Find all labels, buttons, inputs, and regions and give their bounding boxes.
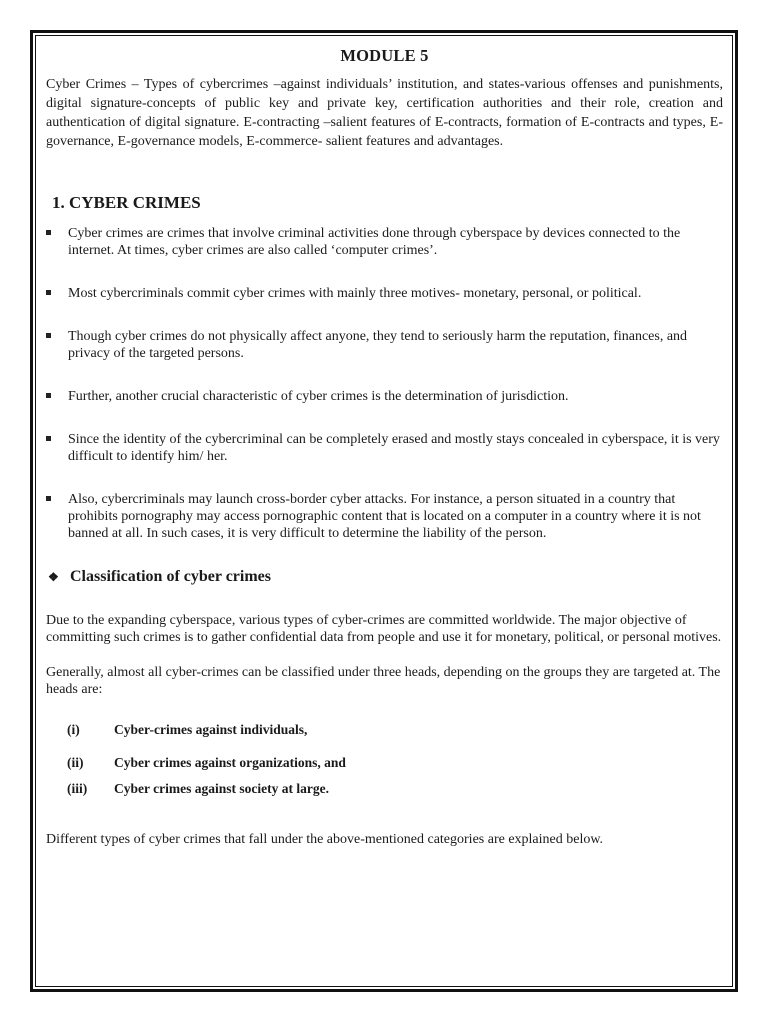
list-item: [46, 721, 723, 738]
list-item-text: Cyber crimes against organizations, and: [114, 755, 346, 770]
bullet-text: Though cyber crimes do not physically affect anyone, they tend to seriously harm the reputation, finances, and privacy of the targeted persons.: [68, 329, 688, 361]
bullet-item: [46, 225, 723, 259]
bullet-text: Cyber crimes are crimes that involve criminal activities done through cyberspace by devices connected to the internet. At times, cyber crimes are also called ‘computer crimes’.: [68, 226, 681, 258]
bullet-text: Since the identity of the cybercriminal can be completely erased and mostly stays concealed in cyberspace, it is very difficult to identify him/ her.: [68, 432, 720, 464]
bullet-item: [46, 328, 723, 362]
list-item-number: (i): [67, 722, 80, 737]
bullet-item: [46, 491, 723, 542]
module-title: MODULE 5: [340, 46, 429, 65]
crime-heads-list: [46, 721, 723, 797]
bullet-item: [46, 431, 723, 465]
square-bullet-icon: [46, 496, 51, 501]
list-item-number: (iii): [67, 781, 88, 796]
section-heading-cyber-crimes: 1. CYBER CRIMES: [52, 193, 201, 212]
list-item: [46, 754, 723, 771]
bullet-text: Further, another crucial characteristic of cyber crimes is the determination of jurisdiction.: [68, 389, 569, 404]
bullet-text: Most cybercriminals commit cyber crimes with mainly three motives- monetary, personal, or political.: [68, 286, 642, 301]
bullet-item: [46, 388, 723, 405]
module-intro: Cyber Crimes – Types of cybercrimes –against individuals’ institution, and states-various offenses and punishments, digital signature-concepts of public key and private key, certification authorities and their role, creation and authentication of digital signature. E-contracting –salient features of E-contracts, formation of E-contracts and types, E-governance, E-governance models, E-commerce- salient features and advantages.: [46, 77, 723, 149]
square-bullet-icon: [46, 290, 51, 295]
square-bullet-icon: [46, 393, 51, 398]
diamond-bullet-icon: ❖: [48, 569, 59, 584]
document-content: [46, 46, 723, 848]
square-bullet-icon: [46, 333, 51, 338]
list-item-number: (ii): [67, 755, 84, 770]
square-bullet-icon: [46, 436, 51, 441]
cyber-crimes-bullet-list: [46, 225, 723, 542]
square-bullet-icon: [46, 230, 51, 235]
list-item: [46, 780, 723, 797]
closing-paragraph: Different types of cyber crimes that fall under the above-mentioned categories are explained below.: [46, 832, 604, 847]
classification-paragraph-1: Due to the expanding cyberspace, various types of cyber-crimes are committed worldwide. The major objective of committing such crimes is to gather confidential data from people and use it for monetary, political, or personal motives.: [46, 613, 722, 645]
list-item-text: Cyber-crimes against individuals,: [114, 722, 308, 737]
list-item-text: Cyber crimes against society at large.: [114, 781, 329, 796]
bullet-item: [46, 285, 723, 302]
classification-heading: [46, 568, 723, 586]
classification-heading-text: Classification of cyber crimes: [70, 568, 271, 585]
classification-paragraph-2: Generally, almost all cyber-crimes can be classified under three heads, depending on the groups they are targeted at. The heads are:: [46, 665, 721, 697]
bullet-text: Also, cybercriminals may launch cross-border cyber attacks. For instance, a person situated in a country that prohibits pornography may access pornographic content that is located on a computer in a country where it is not banned at all. In such cases, it is very difficult to determine the liability of the person.: [68, 492, 701, 541]
